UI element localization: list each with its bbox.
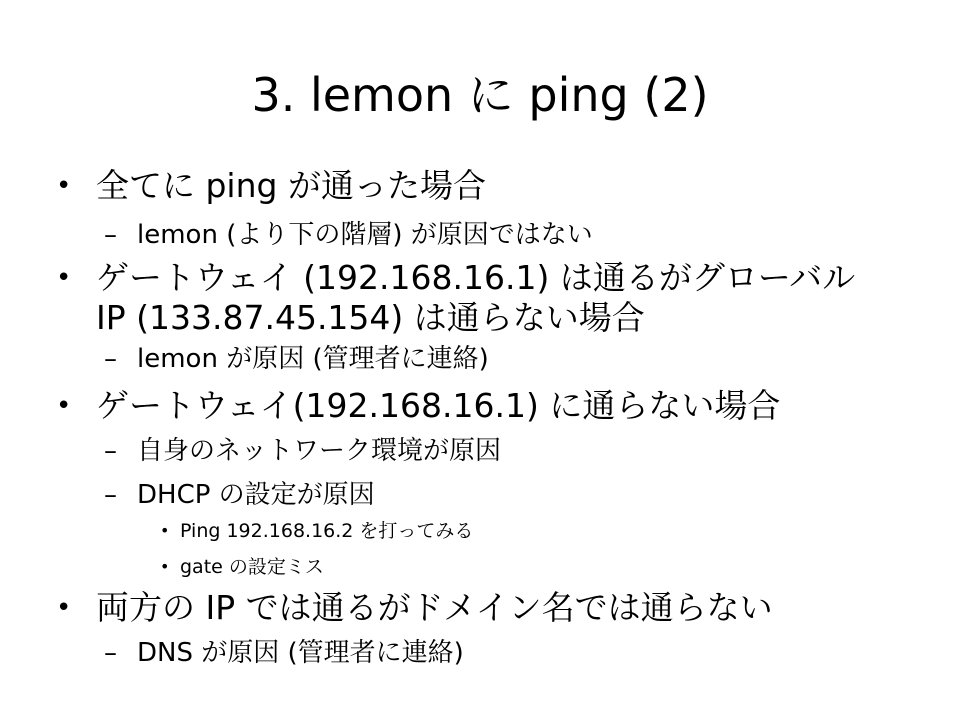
sub-sub-bullet-item: gate の設定ミス: [180, 556, 324, 578]
bullet-marker: •: [56, 593, 72, 623]
dash-marker: –: [104, 220, 117, 250]
small-bullet-marker: •: [160, 521, 170, 540]
slide-title: 3. lemon に ping (2): [251, 68, 709, 122]
bullet-item: ゲートウェイ(192.168.16.1) に通らない場合: [96, 386, 781, 425]
dash-marker: –: [104, 638, 117, 668]
dash-marker: –: [104, 436, 117, 466]
bullet-item: ゲートウェイ (192.168.16.1) は通るがグローバル: [96, 258, 856, 297]
bullet-marker: •: [56, 263, 72, 293]
small-bullet-marker: •: [160, 557, 170, 576]
bullet-marker: •: [56, 391, 72, 421]
sub-bullet-item: DHCP の設定が原因: [137, 480, 375, 510]
bullet-item-continuation: IP (133.87.45.154) は通らない場合: [96, 298, 645, 337]
sub-bullet-item: 自身のネットワーク環境が原因: [137, 436, 502, 466]
bullet-item: 全てに ping が通った場合: [96, 166, 486, 205]
sub-bullet-item: lemon が原因 (管理者に連絡): [137, 344, 489, 374]
sub-bullet-item: DNS が原因 (管理者に連絡): [137, 638, 464, 668]
bullet-marker: •: [56, 171, 72, 201]
bullet-item: 両方の IP では通るがドメイン名では通らない: [96, 588, 773, 627]
dash-marker: –: [104, 344, 117, 374]
sub-bullet-item: lemon (より下の階層) が原因ではない: [137, 220, 593, 250]
dash-marker: –: [104, 480, 117, 510]
sub-sub-bullet-item: Ping 192.168.16.2 を打ってみる: [180, 520, 474, 542]
